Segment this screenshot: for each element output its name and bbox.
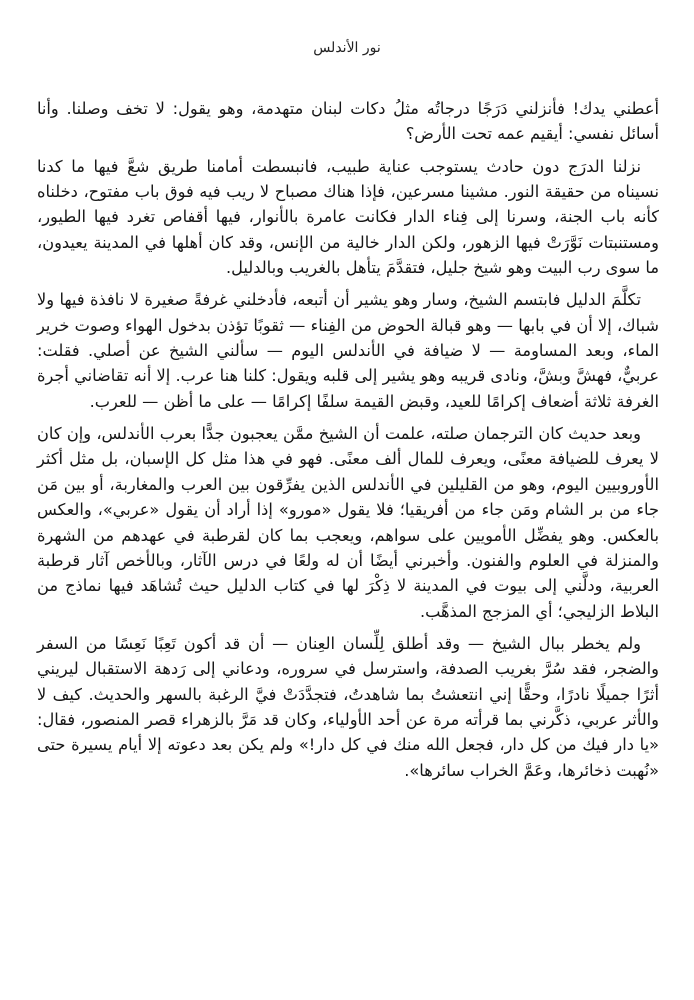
- paragraph: تكلَّمَ الدليل فابتسم الشيخ، وسار وهو يشير أن أتبعه، فأدخلني غرفةً صغيرة لا نافذة فيها ولا شباك، إلا أن في بابها — وهو قبالة الحوض من الفِناء — ثقوبًا تؤذن بدخول الهواء وصوت خرير الماء، وبعد المساومة — لا ضيافة في الأندلس اليوم — سألني الشيخ عن أصلي. فقلت: عربيٌّ، فهشَّ وبشَّ، ونادى قريبه وهو يشير إلى قلبه ويقول: كلنا هنا عرب. إلا أنه تقاضاني أجرة الغرفة ثلاثة أضعاف إكرامًا للعيد، وقبض القيمة سلفًا إكرامًا — على ما أظن — للعرب.: [37, 290, 659, 411]
- running-header: نور الأندلس: [313, 40, 381, 56]
- paragraph: ولم يخطر ببال الشيخ — وقد أطلق لِلِّسان العِنان — أن قد أكون تَعِبًا نَعِسًا من السفر والضجر، فقد سُرَّ بغريب الصدفة، واسترسل في سروره، ودعاني إلى رَدهة الاستقبال ليريني أثرًا جميلًا نادرًا، وحقًّا إني انتعشتُ بما شاهدتُ، فتجدَّدَتْ فيَّ الرغبة بالسهر والحديث. كيف لا والأثر عربي، ذكَّرني بما قرأته مرة عن أحد الأولياء، وكان قد مَرَّ بالزهراء قصر المنصور، فقال: «يا دار فيك من كل دار، فجعل الله منك في كل دار!» ولم يكن بعد دعوته إلا أيام يسيرة حتى «نُهبت ذخائرها، وعَمَّ الخراب سائرها».: [37, 633, 659, 780]
- paragraph: وبعد حديث كان الترجمان صلته، علمت أن الشيخ ممَّن يعجبون جدًّا بعرب الأندلس، وإن كان لا يعرف للضيافة معنًى، ويعرف للمال ألف معنًى. فهو في هذا مثل كل الإسبان، بل مثل أكثر الأوروبيين اليوم، وهو من القليلين في الأندلس الذين يفرِّقون بين العرب والمغاربة، أو بين مَن جاء من بر الشام ومَن جاء من أفريقيا؛ فلا يقول «مورو» إذا أراد أن يقول «عربي»، والعكس بالعكس. وهو يفضِّل الأمويين على سواهم، ويعجب بما كان لقرطبة في عهدهم من الشهرة والمنزلة في العلوم والفنون. وأخبرني أيضًا أن له ولعًا في درس الآثار، وبالأخص آثار قرطبة العربية، ودلَّني إلى بيوت في المدينة لا ذِكْرَ لها في كتاب الدليل حيث تُشاهَد فيها نماذج من البلاط الزليجي؛ أي المزجج المذهَّب.: [37, 424, 659, 621]
- body-text: [37, 96, 659, 790]
- paragraph: نزلنا الدرَج دون حادث يستوجب عناية طبيب، فانبسطت أمامنا طريق شعَّ فيها ما كدنا نسيناه من حقيقة النور. مشينا مسرعين، فإذا هناك مصباح لا ريب فيه فوق باب مفتوح، دخلناه كأنه باب الجنة، وسرنا إلى فِناء الدار فكانت عامرة بالأنوار، فيها أقفاص تغرد فيها الطيور، ومستنبتات نَوَّرَتْ فيها الزهور، ولكن الدار خالية من الإنس، وقد كان أهلها في المدينة يعيدون، ما سوى رب البيت وهو شيخ جليل، فتقدَّمَ يتأهل بالغريب وبالدليل.: [37, 156, 659, 278]
- paragraph: أعطني يدك! فأنزلني دَرَجًا درجاتُه مثلُ دكات لبنان متهدمة، وهو يقول: لا تخف وصلنا. وأنا أسائل نفسي: أيقيم عمه تحت الأرض؟: [37, 99, 659, 144]
